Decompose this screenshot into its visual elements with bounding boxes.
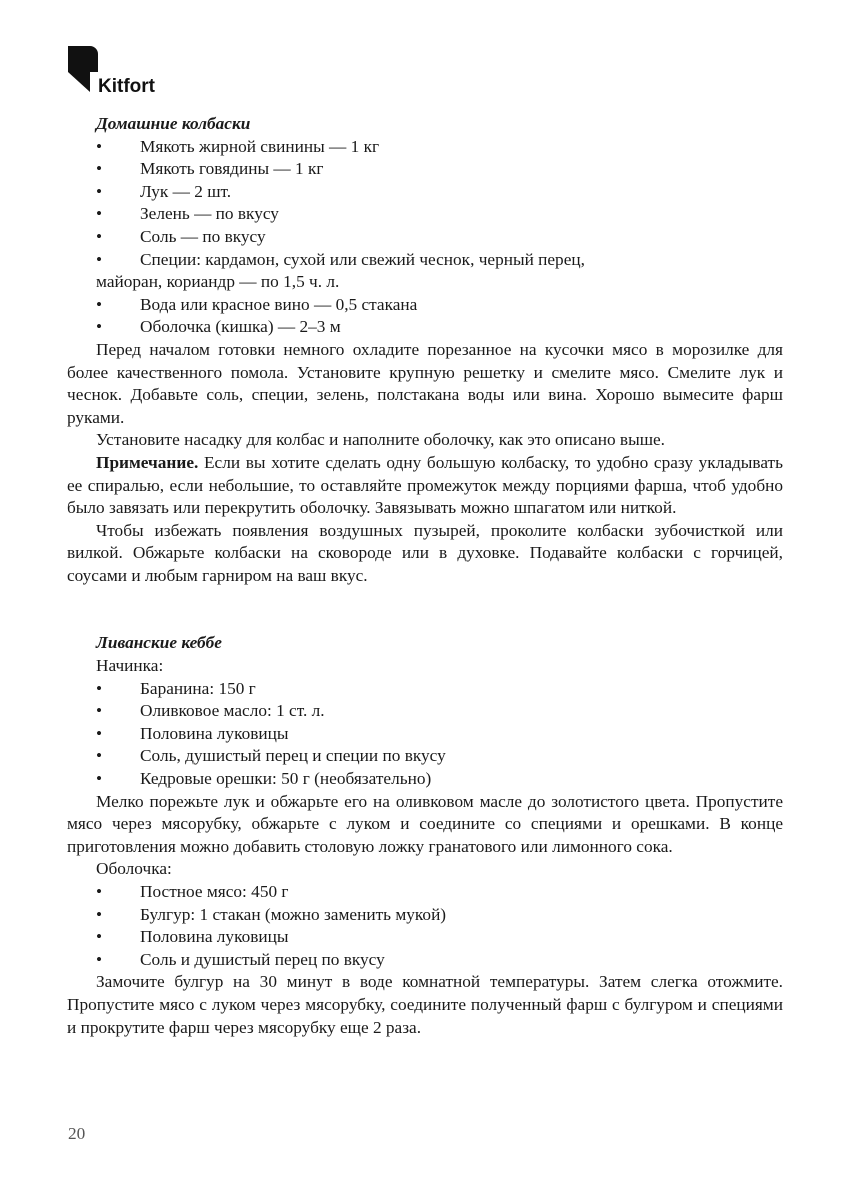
page-content [67, 113, 783, 1039]
list-item: • Булгур: 1 стакан (можно заменить мукой) [67, 904, 783, 927]
bullet-icon: • [96, 769, 103, 789]
list-item: • Зелень — по вкусу [67, 203, 783, 226]
note-text: Если вы хотите сделать одну большую колбаску, то удобно сразу укладывать ее спиралью, если небольшие, то оставляйте промежуток между порциями фарша, чтоб удобно было завязать или перекрутить оболочку. Завязывать можно шпагатом или ниткой. [67, 452, 783, 518]
page-number: 20 [68, 1124, 86, 1143]
shell-label: Оболочка: [96, 859, 172, 879]
list-item: • Соль и душистый перец по вкусу [67, 949, 783, 972]
bullet-icon: • [96, 226, 103, 246]
kitfort-logo-icon [68, 46, 98, 92]
brand-name: Kitfort [98, 76, 155, 97]
list-item: • Лук — 2 шт. [67, 181, 783, 204]
bullet-icon: • [96, 181, 103, 201]
recipe-title-sausages: Домашние колбаски [96, 114, 251, 133]
list-item: • Специи: кардамон, сухой или свежий чеснок, черный перец, [67, 249, 783, 272]
paragraph: Установите насадку для колбас и наполните оболочку, как это описано выше. [96, 430, 665, 450]
paragraph: Мелко порежьте лук и обжарьте его на оливковом масле до золотистого цвета. Пропустите мясо через мясорубку, обжарьте с луком и соедините со специями и орешками. В конце приготовления можно добавить столовую ложку гранатового или лимонного сока. [67, 791, 783, 856]
recipe-title-kibbeh: Ливанские кеббе [96, 633, 222, 653]
bullet-icon: • [96, 904, 103, 924]
filling-label: Начинка: [96, 656, 164, 676]
bullet-icon: • [96, 882, 103, 901]
bullet-icon: • [96, 136, 103, 156]
note-label: Примечание. [96, 452, 199, 472]
list-item: • Соль, душистый перец и специи по вкусу [67, 745, 783, 768]
list-item: • Мякоть жирной свинины — 1 кг [67, 136, 783, 159]
list-item: • Кедровые орешки: 50 г (необязательно) [67, 768, 783, 791]
list-item: • Оболочка (кишка) — 2–3 м [67, 316, 783, 339]
bullet-icon: • [96, 317, 103, 337]
list-item-continuation: майоран, кориандр — по 1,5 ч. л. [96, 272, 340, 292]
list-item: • Мякоть говядины — 1 кг [67, 158, 783, 181]
list-item: • Половина луковицы [67, 723, 783, 746]
list-item: • Соль — по вкусу [67, 226, 783, 249]
bullet-icon: • [96, 249, 103, 269]
list-item: • Половина луковицы [67, 926, 783, 949]
list-item: • Оливковое масло: 1 ст. л. [67, 700, 783, 723]
bullet-icon: • [96, 927, 103, 947]
bullet-icon: • [96, 204, 103, 224]
list-item: • Баранина: 150 г [67, 678, 783, 701]
paragraph: Чтобы избежать появления воздушных пузырей, проколите колбаски зубочисткой или вилкой. Обжарьте колбаски на сковороде или в духовке. Подавайте колбаски с горчицей, соусами и любым гарниром на ваш вкус. [67, 520, 783, 585]
bullet-icon: • [96, 746, 103, 766]
kitfort-logo [68, 46, 188, 96]
bullet-icon: • [96, 678, 103, 698]
bullet-icon: • [96, 949, 103, 969]
paragraph: Замочите булгур на 30 минут в воде комнатной температуры. Затем слегка отожмите. Пропустите мясо с луком через мясорубку, соедините полученный фарш с булгуром и специями и прокрутите фарш через мясорубку еще 2 раза. [67, 972, 783, 1037]
bullet-icon: • [96, 294, 103, 314]
bullet-icon: • [96, 723, 103, 743]
bullet-icon: • [96, 159, 103, 179]
list-item: • Вода или красное вино — 0,5 стакана [67, 294, 783, 317]
paragraph: Перед началом готовки немного охладите порезанное на кусочки мясо в морозилке для более качественного помола. Установите крупную решетку и смелите мясо. Смелите лук и чеснок. Добавьте соль, специи, зелень, полстакана воды или вина. Хорошо вымесите фарш руками. [67, 339, 783, 427]
bullet-icon: • [96, 701, 103, 721]
note-paragraph [67, 452, 783, 520]
list-item: • Постное мясо: 450 г [67, 881, 783, 904]
